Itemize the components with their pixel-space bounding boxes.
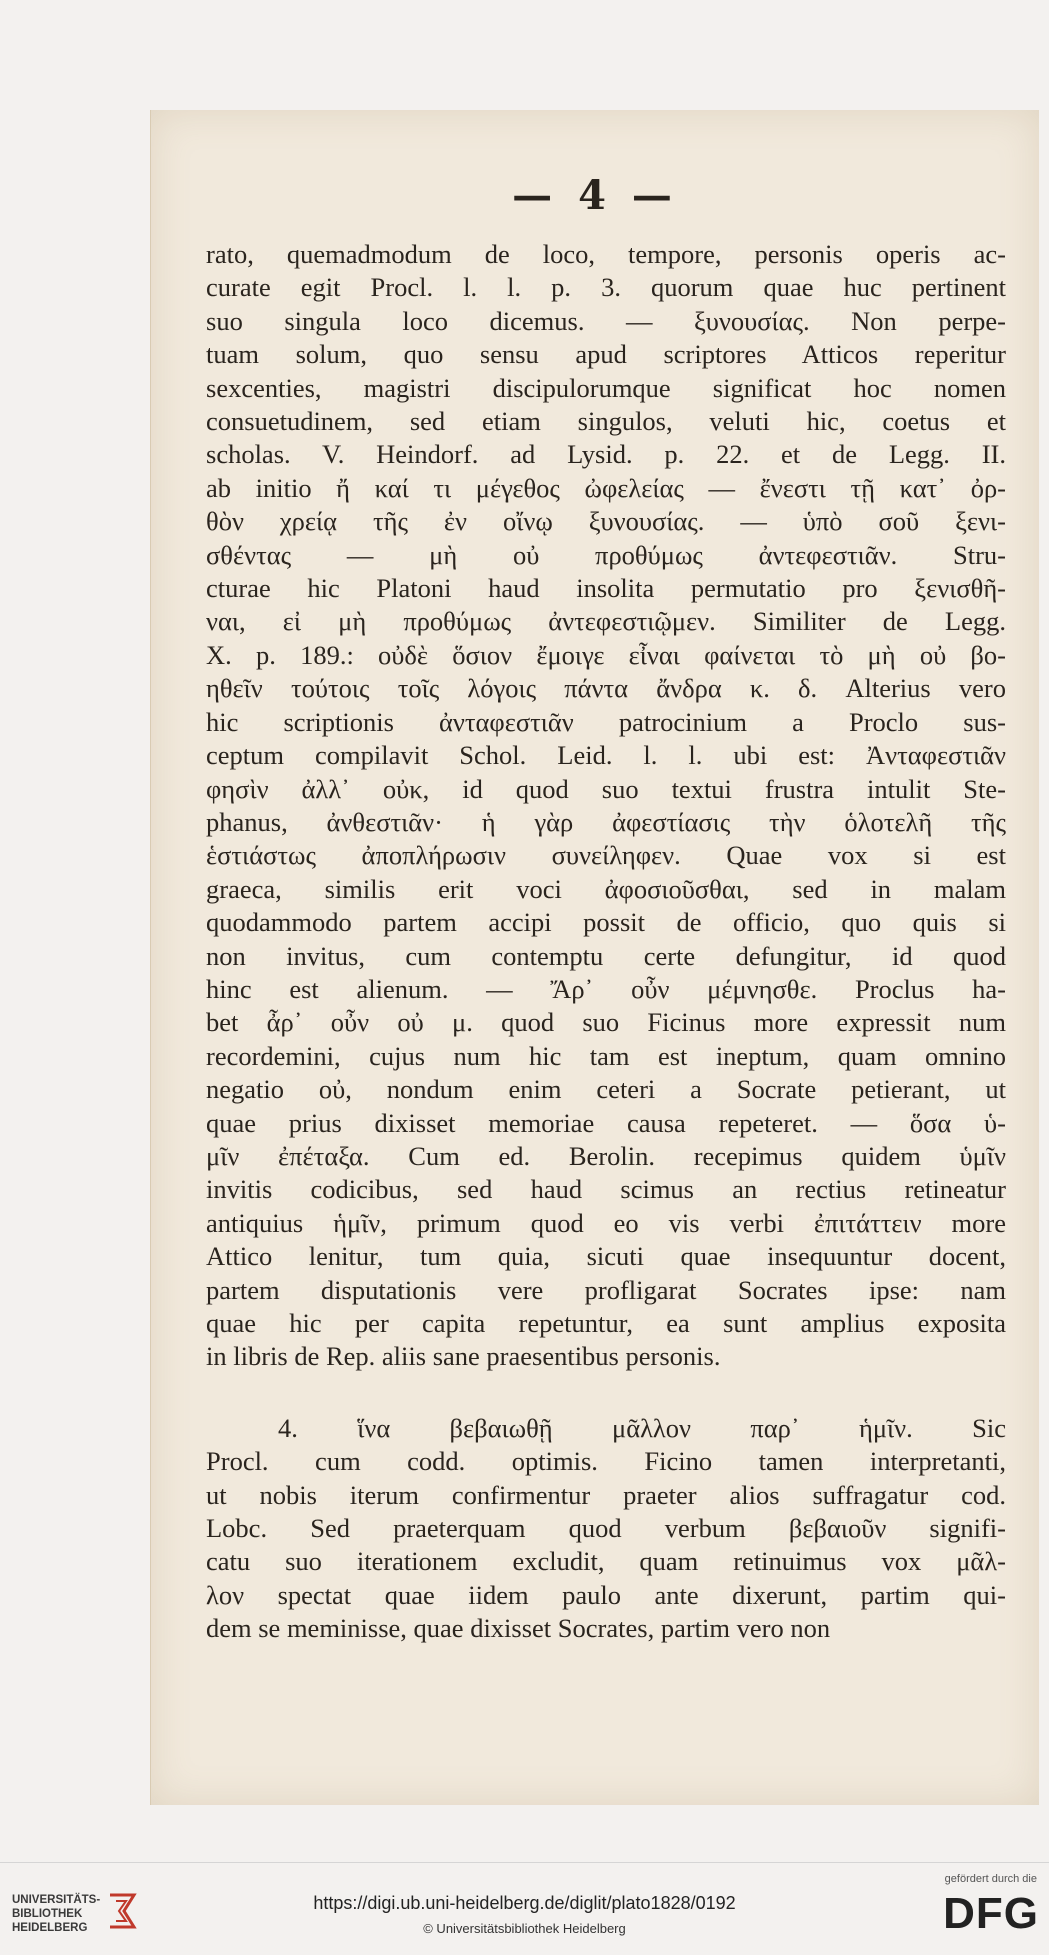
text-line: θὸν χρείᾳ τῆς ἐν οἴνῳ ξυνουσίας. — ὑπὸ σοῦ ξενι- [206, 506, 1006, 537]
text-line: cturae hic Platoni haud insolita permutatio pro ξενισθῆ- [206, 573, 1006, 604]
text-line: rato, quemadmodum de loco, tempore, personis operis ac- [206, 239, 1006, 269]
text-line: hinc est alienum. — Ἄρ᾽ οὖν μέμνησθε. Proclus ha- [206, 973, 1006, 1004]
paragraph-1 [206, 238, 1006, 1374]
text-line: quodammodo partem accipi possit de officio, quo quis si [206, 907, 1006, 938]
text-line: invitis codicibus, sed haud scimus an rectius retineatur [206, 1174, 1006, 1205]
text-line: 4. ἵνα βεβαιωθῇ μᾶλλον παρ᾽ ἡμῖν. Sic [278, 1412, 1006, 1443]
text-line: partem disputationis vere profligarat Socrates ipse: nam [206, 1274, 1006, 1305]
page-number: — 4 — [512, 172, 678, 219]
text-line: tuam solum, quo sensu apud scriptores Atticos reperitur [206, 339, 1006, 370]
text-line: curate egit Procl. l. l. p. 3. quorum quae huc pertinent [206, 272, 1006, 303]
text-line: λον spectat quae iidem paulo ante dixerunt, partim qui- [206, 1579, 1006, 1610]
text-line: ἑστιάστως ἀποπλήρωσιν συνείληφεν. Quae vox si est [206, 840, 1006, 871]
text-line: sexcenties, magistri discipulorumque significat hoc nomen [206, 372, 1006, 403]
library-name: UNIVERSITÄTS- BIBLIOTHEK HEIDELBERG [12, 1894, 101, 1934]
text-line: hic scriptionis ἀνταφεστιᾶν patrocinium a Proclo sus- [206, 706, 1006, 737]
text-line: non invitus, cum contemptu certe defungitur, id quod [206, 940, 1006, 971]
text-line: Procl. cum codd. optimis. Ficino tamen interpretanti, [206, 1446, 1006, 1477]
text-line: ut nobis iterum confirmentur praeter alios suffragatur cod. [206, 1479, 1006, 1510]
text-line: phanus, ἀνθεστιᾶν· ἡ γὰρ ἀφεστίασις τὴν ὁλοτελῆ τῆς [206, 806, 1006, 837]
text-line: X. p. 189.: οὐδὲ ὅσιον ἔμοιγε εἶναι φαίνεται τὸ μὴ οὐ βο- [206, 639, 1006, 670]
text-line: bet ἆρ᾽ οὖν οὐ μ. quod suo Ficinus more expressit num [206, 1007, 1006, 1038]
text-line: scholas. V. Heindorf. ad Lysid. p. 22. et de Legg. II. [206, 439, 1006, 470]
text-line: σθέντας — μὴ οὐ προθύμως ἀντεφεστιᾶν. Stru- [206, 539, 1006, 570]
text-line: suo singula loco dicemus. — ξυνουσίας. Non perpe- [206, 305, 1006, 336]
scanned-page [150, 110, 1039, 1805]
text-line: dem se meminisse, quae dixisset Socrates, partim vero non [206, 1613, 831, 1644]
footer-bar [0, 1862, 1049, 1955]
text-line: in libris de Rep. aliis sane praesentibus personis. [206, 1341, 721, 1372]
text-line: Attico lenitur, tum quia, sicuti quae insequuntur docent, [206, 1241, 1006, 1272]
copyright-text: © Universitätsbibliothek Heidelberg [423, 1921, 626, 1936]
text-line: recordemini, cujus num hic tam est ineptum, quam omnino [206, 1040, 1006, 1071]
text-line: graeca, similis erit voci ἀφοσιοῦσθαι, sed in malam [206, 873, 1006, 904]
text-line: ab initio ἤ καί τι μέγεθος ὠφελείας — ἔνεστι τῇ κατ᾽ ὀρ- [206, 472, 1006, 503]
text-line: ceptum compilavit Schol. Leid. l. l. ubi est: Ἀνταφεστιᾶν [206, 740, 1006, 771]
page-text [206, 238, 1006, 1646]
text-line: negatio οὐ, nondum enim ceteri a Socrate petierant, ut [206, 1074, 1006, 1105]
paragraph-gap [206, 1374, 1006, 1412]
funding-note: gefördert durch die [944, 1873, 1037, 1885]
paragraph-2 [206, 1412, 1006, 1646]
dfg-logo: DFG [943, 1889, 1039, 1938]
text-line: antiquius ἡμῖν, primum quod eo vis verbi ἐπιτάττειν more [206, 1207, 1006, 1238]
text-line: Lobc. Sed praeterquam quod verbum βεβαιοῦν signifi- [206, 1513, 1006, 1544]
permalink-url[interactable]: https://digi.ub.uni-heidelberg.de/diglit/plato1828/0192 [313, 1893, 736, 1913]
text-line: φησὶν ἀλλ᾽ οὐκ, id quod suo textui frustra intulit Ste- [206, 773, 1006, 804]
text-line: quae hic per capita repetuntur, ea sunt amplius exposita [206, 1308, 1006, 1338]
text-line: catu suo iterationem excludit, quam retinuimus vox μᾶλ- [206, 1546, 1006, 1577]
text-line: μῖν ἐπέταξα. Cum ed. Berolin. recepimus quidem ὑμῖν [206, 1140, 1006, 1171]
text-line: consuetudinem, sed etiam singulos, veluti hic, coetus et [206, 406, 1006, 437]
text-line: ηθεῖν τούτοις τοῖς λόγοις πάντα ἄνδρα κ. δ. Alterius vero [206, 673, 1006, 704]
text-line: ναι, εἰ μὴ προθύμως ἀντεφεστιῷμεν. Similiter de Legg. [206, 606, 1006, 637]
text-line: quae prius dixisset memoriae causa repeteret. — ὅσα ὑ- [206, 1107, 1006, 1138]
